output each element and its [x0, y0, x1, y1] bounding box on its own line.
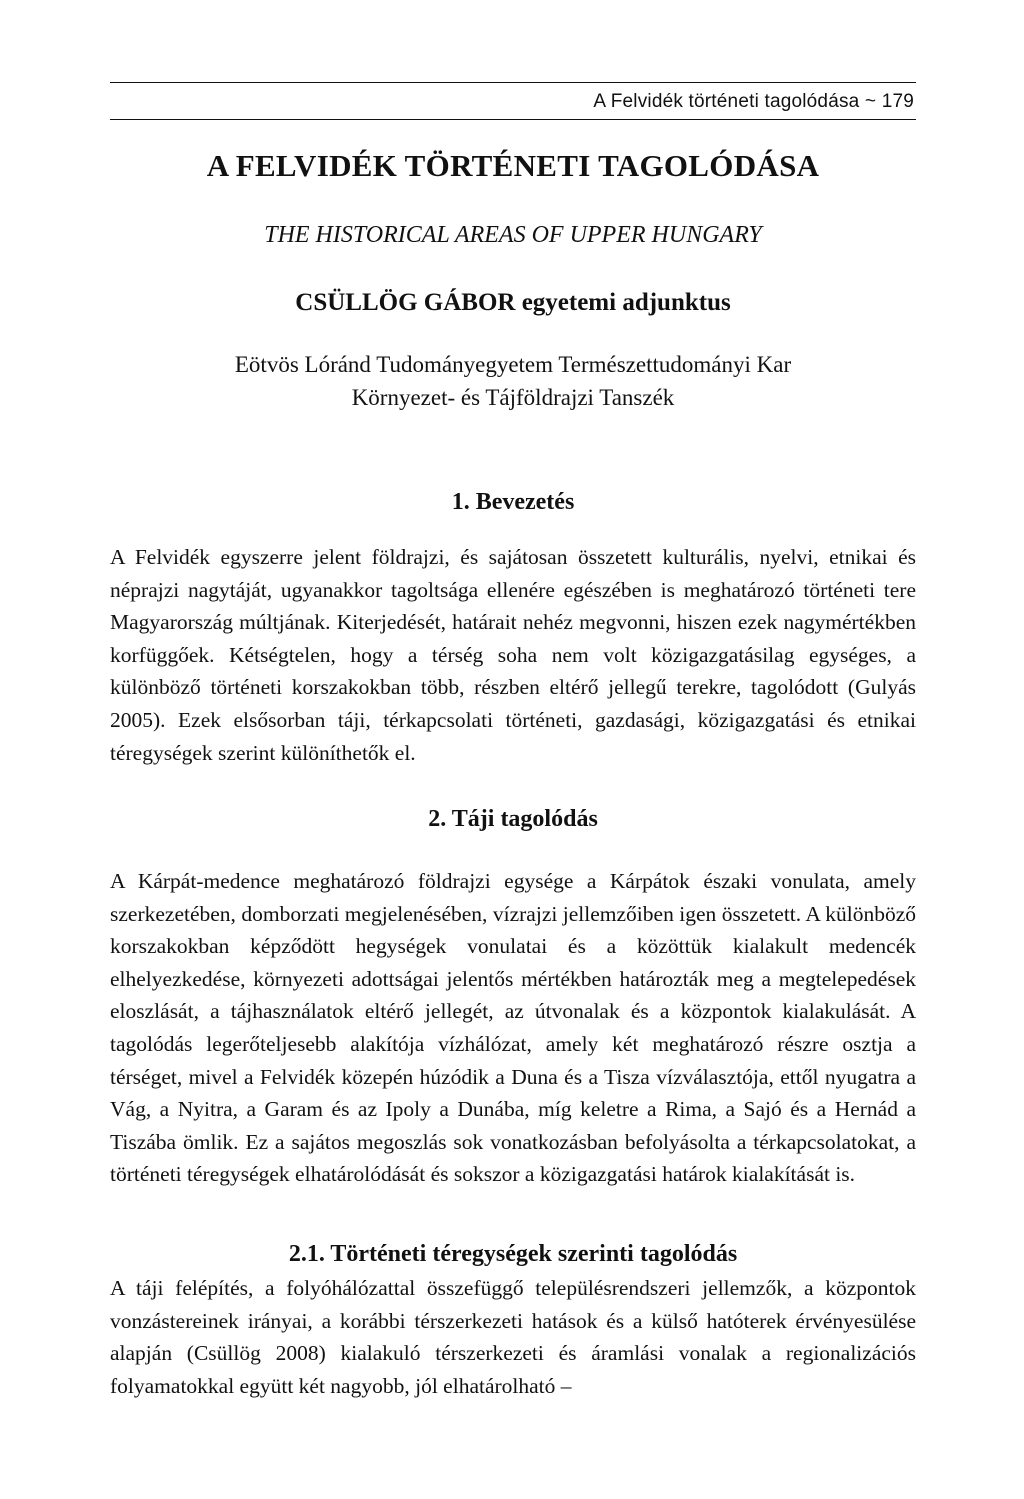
section-heading-landscape: 2. Táji tagolódás: [428, 806, 598, 832]
section-heading-historical-areas: 2.1. Történeti téregységek szerinti tagolódás: [288, 1241, 738, 1267]
article-subtitle: THE HISTORICAL AREAS OF UPPER HUNGARY: [264, 222, 762, 248]
section-paragraph-historical-areas: [110, 1272, 916, 1402]
paragraph-text: A táji felépítés, a folyóhálózattal összefüggő településrendszeri jellemzők, a központok vonzástereinek irányai, a korábbi térszerkezeti hatások és a külső hatóterek érvényesülése alapján (Csüllög 2008) kialakuló térszerkezeti és áramlási vonalak a regionalizációs folyamatokkal együtt két nagyobb, jól elhatárolható –: [110, 1276, 916, 1398]
running-head: [110, 82, 916, 120]
author-line: CSÜLLÖG GÁBOR egyetemi adjunktus: [295, 289, 731, 316]
running-head-text: A Felvidék történeti tagolódása ~ 179: [593, 91, 914, 112]
affiliation-line-1: Eötvös Lóránd Tudományegyetem Természettudományi Kar: [234, 352, 792, 377]
paragraph-text: A Kárpát-medence meghatározó földrajzi egysége a Kárpátok északi vonulata, amely szerkezetében, domborzati megjelenésében, vízrajzi jellemzőiben igen összetett. A különböző korszakokban képződött hegységek vonulatai és a közöttük kialakult medencék elhelyezkedése, környezeti adottságai jelentős mértékben határozták meg a megtelepedések eloszlását, a tájhasználatok eltérő jellegét, az útvonalak és a központok kialakulását. A tagolódás legerőteljesebb alakítója vízhálózat, amely két meghatározó részre osztja a térséget, mivel a Felvidék közepén húzódik a Duna és a Tisza vízválasztója, ettől nyugatra a Vág, a Nyitra, a Garam és az Ipoly a Dunába, míg keletre a Rima, a Sajó és a Hernád a Tiszába ömlik. Ez a sajátos megoszlás sok vonatkozásban befolyásolta a térkapcsolatokat, a történeti téregységek elhatárolódását és sokszor a közigazgatási határok kialakítását is.: [110, 869, 916, 1187]
section-paragraph-landscape: [110, 865, 916, 1191]
article-title: A FELVIDÉK TÖRTÉNETI TAGOLÓDÁSA: [206, 148, 820, 183]
section-heading-introduction: 1. Bevezetés: [451, 489, 575, 515]
paragraph-text: A Felvidék egyszerre jelent földrajzi, és sajátosan összetett kulturális, nyelvi, etnikai és néprajzi nagytáját, ugyanakkor tagoltsága ellenére egészében is meghatározó történeti tere Magyarország múltjának. Kiterjedését, határait nehéz megvonni, hiszen ezek nagymértékben korfüggőek. Kétségtelen, hogy a térség soha nem volt közigazgatásilag egységes, a különböző történeti korszakokban több, részben eltérő jellegű terekre, tagolódott (Gulyás 2005). Ezek elsősorban táji, térkapcsolati történeti, gazdasági, közigazgatási és etnikai téregységek szerint különíthetők el.: [110, 545, 916, 765]
affiliation-line-2: Környezet- és Tájföldrajzi Tanszék: [351, 385, 675, 410]
section-paragraph-introduction: [110, 541, 916, 769]
